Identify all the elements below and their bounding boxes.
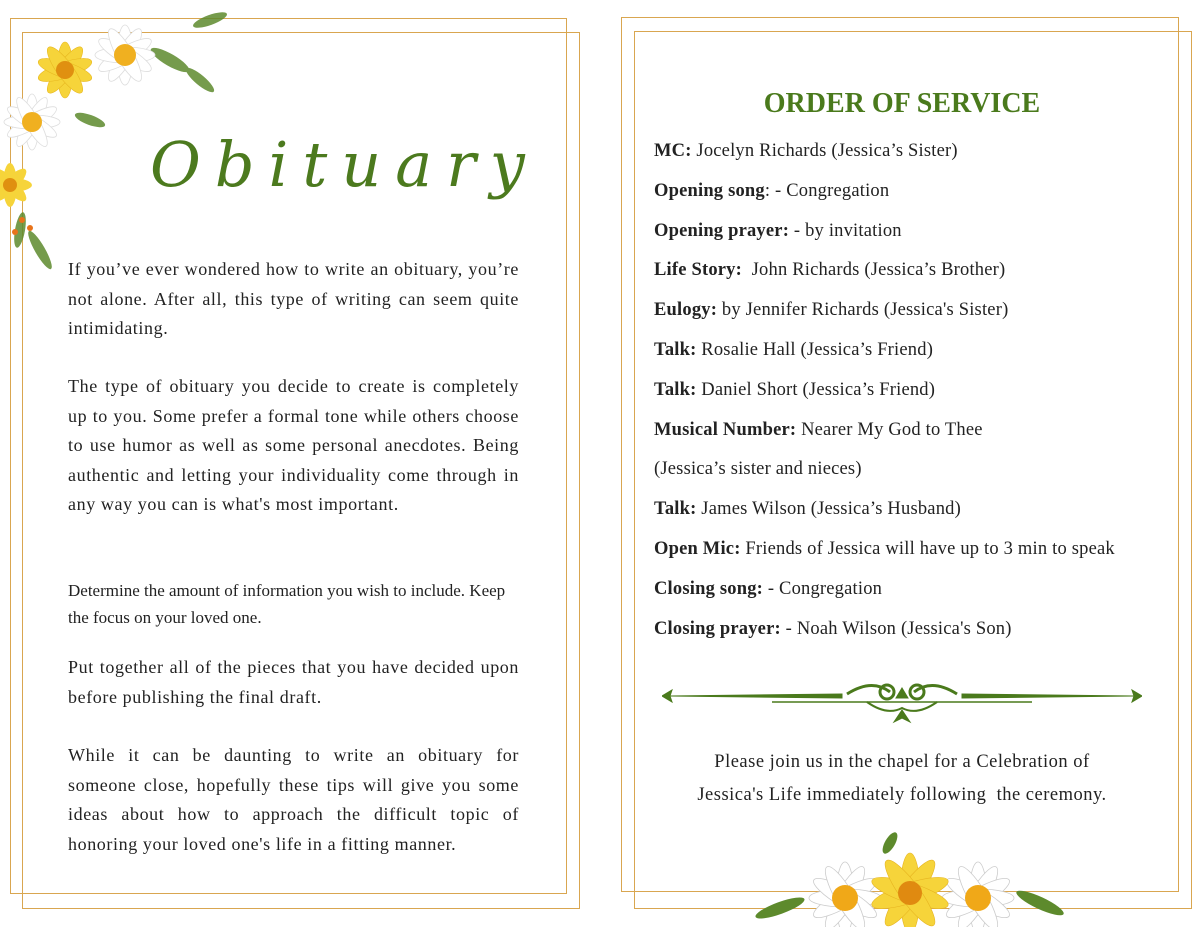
- closing-invitation: [640, 746, 1164, 812]
- item-label: Opening song: [654, 180, 765, 201]
- service-item-musical-number: [654, 417, 1174, 457]
- item-text: (Jessica’s sister and nieces): [654, 459, 862, 480]
- item-text: - Congregation: [763, 578, 883, 599]
- item-label: Closing song:: [654, 578, 764, 599]
- item-text: : - Congregation: [764, 180, 890, 201]
- item-label: MC:: [654, 141, 692, 161]
- item-label: Open Mic:: [654, 538, 741, 559]
- item-text: Rosalie Hall (Jessica’s Friend): [696, 339, 934, 360]
- item-text: Daniel Short (Jessica’s Friend): [696, 379, 936, 400]
- item-label: Life Story:: [654, 260, 742, 281]
- service-list: [654, 138, 1174, 655]
- flourish-divider-icon: [662, 678, 1142, 734]
- paragraph-pieces: Put together all of the pieces that you have decided upon before publishing the final draft.: [68, 657, 519, 707]
- item-text: John Richards (Jessica’s Brother): [742, 260, 1006, 281]
- service-item-closing-song: [654, 576, 1174, 616]
- service-item-opening-song: [654, 178, 1174, 218]
- item-label: Talk:: [654, 499, 697, 520]
- service-item-talk: [654, 377, 1174, 417]
- service-item-talk: [654, 337, 1174, 377]
- service-item-closing-prayer: [654, 616, 1174, 656]
- service-item-life-story: [654, 257, 1174, 297]
- service-item-open-mic: [654, 536, 1174, 576]
- item-text: - Noah Wilson (Jessica's Son): [780, 618, 1012, 639]
- closing-line-1: Please join us in the chapel for a Celebration of: [714, 752, 1090, 772]
- item-label: Musical Number:: [654, 419, 797, 440]
- service-item-musical-note: [654, 456, 1174, 496]
- item-text: Friends of Jessica will have up to 3 min to speak: [740, 538, 1115, 559]
- service-item-eulogy: [654, 297, 1174, 337]
- obituary-title: Obituary: [150, 128, 539, 201]
- service-item-opening-prayer: [654, 218, 1174, 258]
- order-of-service-title: ORDER OF SERVICE: [763, 88, 1041, 119]
- item-text: by Jennifer Richards (Jessica's Sister): [717, 300, 1009, 321]
- item-label: Opening prayer:: [654, 220, 790, 241]
- item-text: Nearer My God to Thee: [796, 419, 983, 440]
- daisy-bottom-decoration: [750, 828, 1070, 927]
- paragraph-closing: While it can be daunting to write an obituary for someone close, hopefully these tips will give you some ideas about how to approach the difficult topic of honoring your loved one's life in a fitting manner.: [68, 745, 519, 854]
- item-label: Closing prayer:: [654, 618, 781, 639]
- paragraph-intro: If you’ve ever wondered how to write an obituary, you’re not alone. After all, this type of writing can seem quite intimidating.: [68, 259, 519, 338]
- service-item-talk: [654, 496, 1174, 536]
- item-label: Talk:: [654, 379, 697, 400]
- item-label: Eulogy:: [654, 300, 718, 321]
- item-label: Talk:: [654, 339, 697, 360]
- item-text: - by invitation: [789, 220, 902, 241]
- item-text: James Wilson (Jessica’s Husband): [696, 499, 961, 520]
- closing-line-2: Jessica's Life immediately following the ceremony.: [697, 785, 1107, 805]
- paragraph-type: The type of obituary you decide to create is completely up to you. Some prefer a formal tone while others choose to use humor as well as some personal anecdotes. Being authentic and letting your individuality come through in any way you can is what's most important.: [68, 376, 519, 514]
- item-text: Jocelyn Richards (Jessica’s Sister): [691, 141, 958, 161]
- service-item-mc: [654, 138, 1174, 178]
- paragraph-information: Determine the amount of information you wish to include. Keep the focus on your loved one.: [68, 581, 506, 627]
